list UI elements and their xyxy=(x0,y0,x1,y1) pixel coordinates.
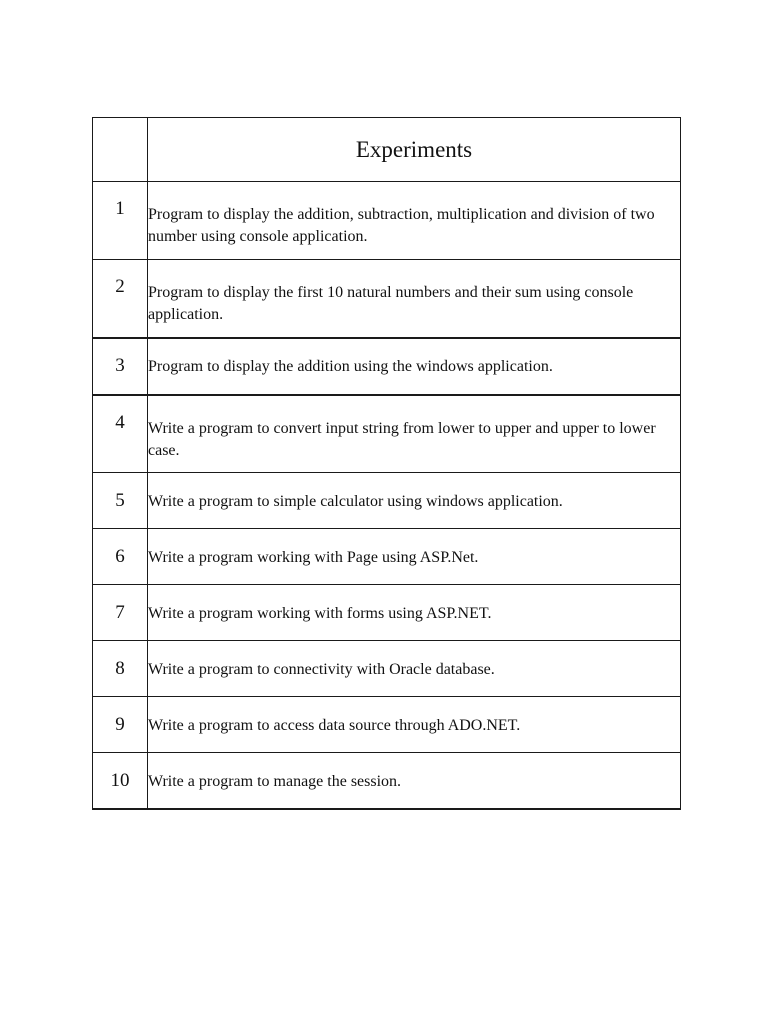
row-description: Write a program working with forms using ASP.NET. xyxy=(148,585,681,641)
row-description: Write a program to connectivity with Oracle database. xyxy=(148,641,681,697)
header-number-cell xyxy=(93,118,148,182)
experiments-table xyxy=(92,117,681,810)
row-number: 10 xyxy=(93,753,148,810)
table-row xyxy=(93,260,681,338)
table-row xyxy=(93,182,681,260)
row-number: 7 xyxy=(93,585,148,641)
row-description: Write a program to convert input string from lower to upper and upper to lower case. xyxy=(148,395,681,473)
row-description: Write a program to access data source through ADO.NET. xyxy=(148,697,681,753)
row-number: 1 xyxy=(93,182,148,260)
row-description: Program to display the addition using the windows application. xyxy=(148,338,681,395)
table-row xyxy=(93,697,681,753)
table-row xyxy=(93,338,681,395)
row-description: Program to display the addition, subtraction, multiplication and division of two number using console application. xyxy=(148,182,681,260)
table-row xyxy=(93,585,681,641)
table-row xyxy=(93,529,681,585)
table-row xyxy=(93,473,681,529)
row-description: Program to display the first 10 natural numbers and their sum using console application. xyxy=(148,260,681,338)
row-description: Write a program to simple calculator using windows application. xyxy=(148,473,681,529)
row-number: 3 xyxy=(93,338,148,395)
row-number: 9 xyxy=(93,697,148,753)
table-row xyxy=(93,641,681,697)
table-row xyxy=(93,395,681,473)
row-description: Write a program to manage the session. xyxy=(148,753,681,810)
row-number: 6 xyxy=(93,529,148,585)
table-header-row xyxy=(93,118,681,182)
row-description: Write a program working with Page using ASP.Net. xyxy=(148,529,681,585)
table-row xyxy=(93,753,681,810)
row-number: 4 xyxy=(93,395,148,473)
row-number: 8 xyxy=(93,641,148,697)
row-number: 5 xyxy=(93,473,148,529)
row-number: 2 xyxy=(93,260,148,338)
header-title: Experiments xyxy=(148,118,681,182)
